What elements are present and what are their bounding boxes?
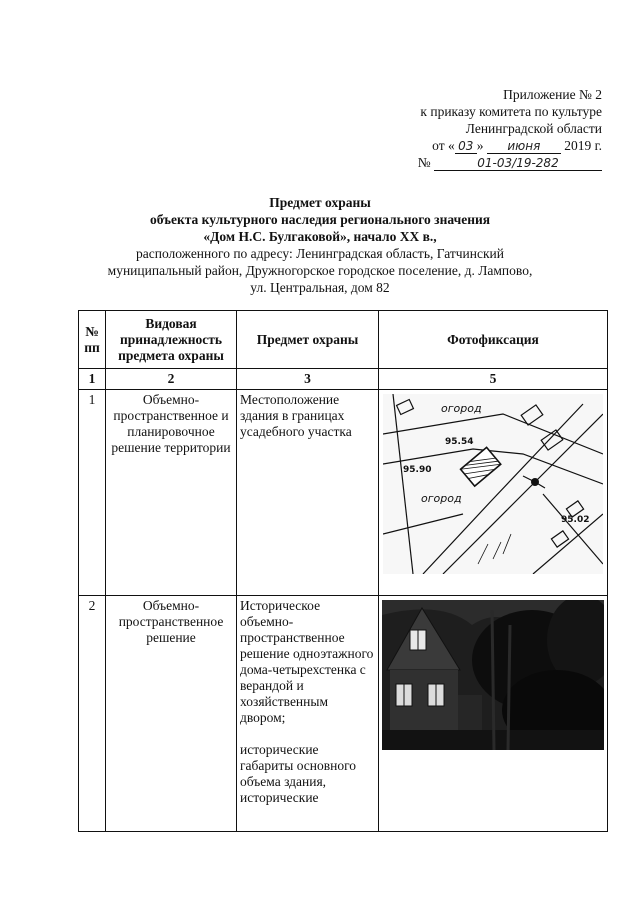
number-prefix: № bbox=[417, 155, 431, 170]
date-day: 03 bbox=[455, 140, 477, 154]
row-2-subject-b: исторические габариты основного объема здания, исторические bbox=[240, 742, 357, 805]
date-prefix: от « bbox=[432, 138, 455, 153]
title-line-2: объекта культурного наследия регионального значения bbox=[149, 212, 491, 227]
cadastral-plan-image bbox=[383, 394, 603, 574]
row-2-num: 2 bbox=[79, 596, 106, 832]
row-1-subject: Местоположение здания в границах усадебного участка bbox=[237, 390, 379, 596]
appendix-line-3: Ленинградской области bbox=[465, 121, 602, 136]
table-row bbox=[79, 390, 608, 596]
header-photo: Фотофиксация bbox=[379, 311, 608, 369]
appendix-line-2: к приказу комитета по культуре bbox=[420, 104, 602, 119]
row-1-num: 1 bbox=[79, 390, 106, 596]
order-number: 01-03/19-282 bbox=[434, 157, 602, 171]
header-kind: Видовая принадлежность предмета охраны bbox=[106, 311, 237, 369]
row-1-kind: Объемно-пространственное и планировочное решение территории bbox=[106, 390, 237, 596]
header-subject: Предмет охраны bbox=[237, 311, 379, 369]
map-label-bottom: огород bbox=[421, 492, 462, 505]
appendix-block bbox=[362, 86, 602, 171]
map-mark-1: 95.54 bbox=[445, 437, 474, 447]
row-1-photo bbox=[379, 390, 608, 596]
row-2-subject-a: Историческое объемно-пространственное решение одноэтажного дома-четырехстенка с верандой и хозяйственным двором; bbox=[240, 598, 374, 725]
title-line-5: муниципальный район, Дружногорское городское поселение, д. Лампово, bbox=[107, 263, 533, 278]
header-num: № пп bbox=[79, 311, 106, 369]
table-row bbox=[79, 596, 608, 832]
title-line-6: ул. Центральная, дом 82 bbox=[250, 280, 390, 295]
date-month: июня bbox=[487, 140, 561, 154]
title-line-4: расположенного по адресу: Ленинградская область, Гатчинский bbox=[135, 246, 504, 261]
col-number-3: 3 bbox=[237, 369, 379, 390]
row-2-kind: Объемно-пространственное решение bbox=[106, 596, 237, 832]
col-number-1: 1 bbox=[79, 369, 106, 390]
header-row bbox=[79, 311, 608, 369]
date-year: 2019 г. bbox=[564, 138, 602, 153]
column-number-row bbox=[79, 369, 608, 390]
title-line-3: «Дом Н.С. Булгаковой», начало XX в., bbox=[203, 229, 437, 244]
appendix-number-line bbox=[362, 154, 602, 171]
map-mark-3: 95.02 bbox=[561, 515, 590, 525]
appendix-date-line bbox=[362, 137, 602, 154]
title-line-1: Предмет охраны bbox=[269, 195, 371, 210]
map-mark-2: 95.90 bbox=[403, 465, 432, 475]
appendix-line-1: Приложение № 2 bbox=[503, 87, 602, 102]
map-label-top: огород bbox=[441, 402, 482, 415]
row-2-subject bbox=[237, 596, 379, 832]
col-number-2: 2 bbox=[106, 369, 237, 390]
date-mid: » bbox=[476, 138, 484, 153]
house-photo-image bbox=[382, 600, 604, 750]
row-2-photo bbox=[379, 596, 608, 832]
col-number-5: 5 bbox=[379, 369, 608, 390]
protection-table bbox=[78, 310, 608, 832]
